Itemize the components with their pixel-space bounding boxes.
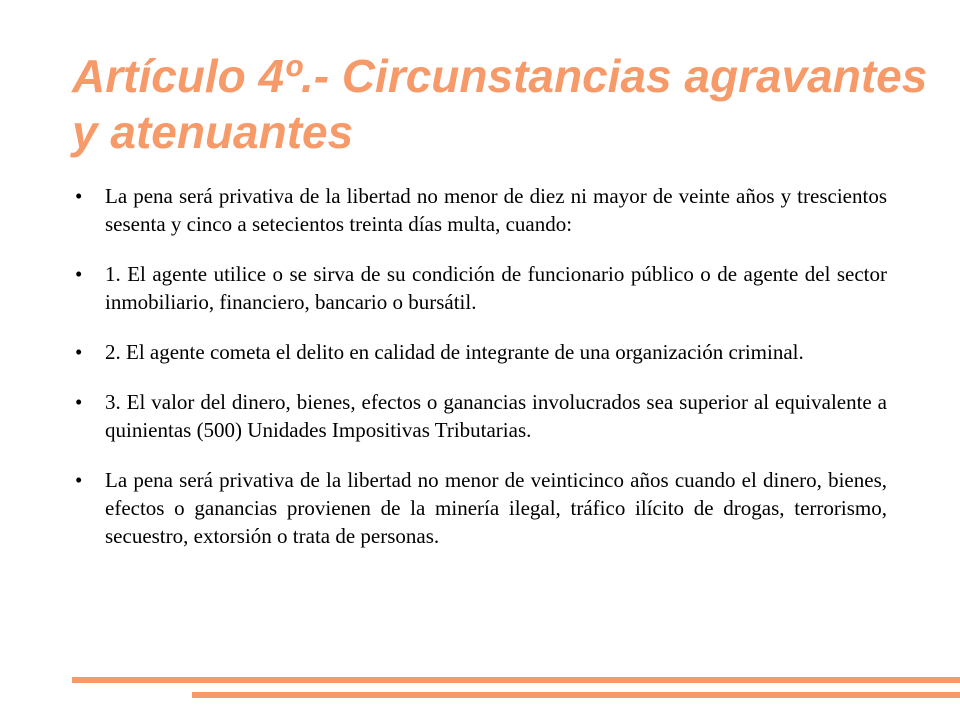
bullet-list xyxy=(75,182,887,572)
bullet-item xyxy=(75,338,887,366)
bullet-text: 3. El valor del dinero, bienes, efectos o ganancias involucrados sea superior al equivalente a quinientas (500) Unidades Impositivas Tributarias. xyxy=(105,390,887,442)
bullet-item xyxy=(75,260,887,316)
bullet-item xyxy=(75,182,887,238)
bullet-text: 2. El agente cometa el delito en calidad de integrante de una organización criminal. xyxy=(105,340,804,364)
bullet-dot-icon: • xyxy=(75,340,83,364)
bullet-text: La pena será privativa de la libertad no menor de veinticinco años cuando el dinero, bienes, efectos o ganancias provienen de la minería ilegal, tráfico ilícito de drogas, terrorismo, secuestro, extorsión o trata de personas. xyxy=(105,468,887,548)
slide-title: Artículo 4º.- Circunstancias agravantes y atenuantes xyxy=(72,50,928,158)
decorative-line-top xyxy=(72,677,960,683)
decorative-line-bottom xyxy=(192,692,960,698)
bullet-text: 1. El agente utilice o se sirva de su condición de funcionario público o de agente del sector inmobiliario, financiero, bancario o bursátil. xyxy=(105,262,887,314)
bullet-item xyxy=(75,388,887,444)
bullet-dot-icon: • xyxy=(75,262,83,286)
bullet-text: La pena será privativa de la libertad no menor de diez ni mayor de veinte años y trescientos sesenta y cinco a setecientos treinta días multa, cuando: xyxy=(105,184,887,236)
bullet-item xyxy=(75,466,887,550)
bullet-dot-icon: • xyxy=(75,468,83,492)
bullet-dot-icon: • xyxy=(75,390,83,414)
bullet-dot-icon: • xyxy=(75,184,83,208)
